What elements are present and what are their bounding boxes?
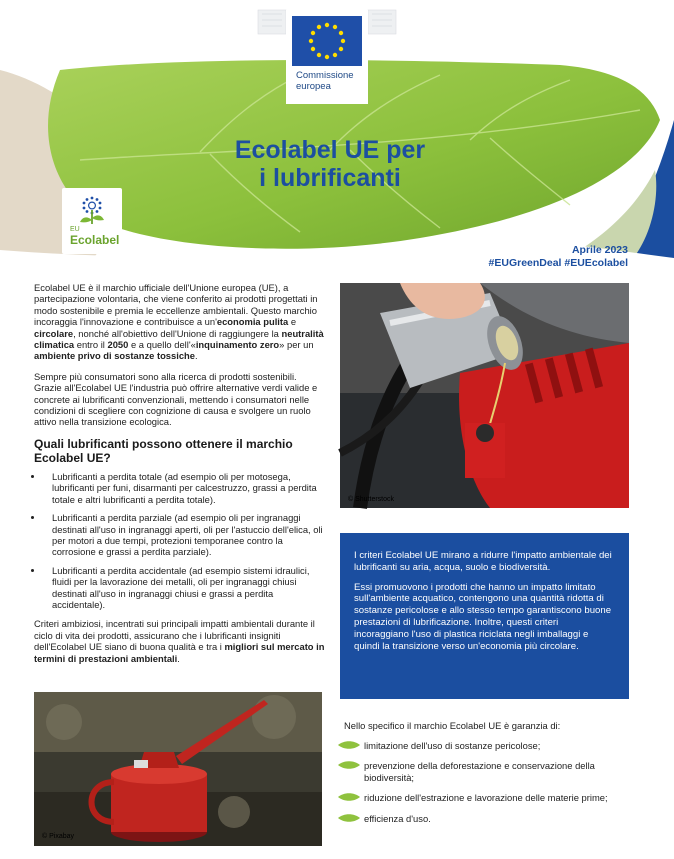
eu-flag-icon — [292, 16, 362, 66]
title-line1: Ecolabel UE per — [234, 136, 426, 164]
criteria-paragraph-1: I criteri Ecolabel UE mirano a ridurre l'impatto ambientale dei lubrificanti su aria, acqua, suolo e biodiversità. — [354, 550, 612, 573]
intro-paragraph-1: Ecolabel UE è il marchio ufficiale dell'Unione europea (UE), a partecipazione volontaria, che viene conferito ai prodotti progettati in modo sostenibile e premia le eccellenze ambientali. Questo marchio incoraggia l'innovazione e contribuisce a un'economia pulita e circolare, nonché all'obiettivo dell'Unione di raggiungere la neutralità climatica entro il 2050 e a quello dell'«inquinamento zero» per un ambiente privo di sostanze tossiche. — [34, 282, 324, 362]
list-item-text: riduzione dell'estrazione e lavorazione delle materie prime; — [364, 792, 608, 804]
title-line2: i lubrificanti — [259, 164, 401, 192]
leaf-bullet-icon — [338, 793, 360, 801]
photo-pouring-oil — [340, 283, 629, 508]
header-banner — [0, 0, 674, 269]
list-item — [338, 740, 634, 751]
intro-paragraph-2: Sempre più consumatori sono alla ricerca di prodotti sostenibili. Grazie all'Ecolabel UE l'industria può offrire alternative verdi valide e concrete ai lubrificanti convenzionali, mettendo i consumatori nelle condizioni di scegliere con cognizione di causa e svolgere un ruolo attivo nella transizione ecologica. — [34, 370, 318, 428]
guarantees-list — [338, 740, 634, 833]
ecolabel-eu-text: EU — [70, 226, 80, 233]
photo-oil-can — [34, 692, 322, 846]
photo-credit: © Pixabay — [42, 833, 75, 840]
list-item: • Lubrificanti a perdita accidentale (ad esempio sistemi idraulici, fluidi per la lavorazione dei metalli, oli per ingranaggi chiusi destinati all'uso in ingranaggi chiusi e grassi a perdita accidentale). — [44, 565, 326, 611]
hashtags: #EUGreenDeal #EUEcolabel — [488, 257, 628, 269]
photo-credit: © Shutterstock — [348, 496, 395, 503]
leaf-bullet-icon — [338, 741, 360, 749]
criteria-highlight-box — [340, 533, 629, 699]
criteria-paragraph-2: Essi promuovono i prodotti che hanno un impatto limitato sull'ambiente acquatico, contengono una quantità ridotta di sostanze pericolose e allo stesso tempo garantiscono buone prestazioni di lubrificazione. Inoltre, questi criteri incoraggiano l'uso di plastica riciclata negli imballaggi e quindi la transizione verso un'economia più circolare. — [354, 581, 612, 652]
list-item-text: limitazione dell'uso di sostanze pericolose; — [364, 740, 541, 751]
leaf-bullet-icon — [338, 761, 360, 769]
commission-name-line1: Commissione — [296, 70, 354, 81]
list-item: • Lubrificanti a perdita parziale (ad esempio oli per ingranaggi destinati all'uso in ingranaggi aperti, oli per l'astuccio dell'elica, oli per motori a due tempi, protezioni temporanee contro la corrosione e grassi a perdita parziale). — [44, 512, 326, 558]
oil-pouring-illustration — [340, 283, 629, 508]
ecolabel-wordmark: Ecolabel — [70, 233, 120, 247]
list-item-text: prevenzione della deforestazione e conservazione della biodiversità; — [364, 760, 595, 783]
list-item — [338, 813, 634, 824]
list-item-text: efficienza d'uso. — [364, 812, 431, 824]
publication-date: Aprile 2023 — [571, 244, 628, 256]
list-item — [338, 760, 634, 783]
closing-paragraph: Criteri ambiziosi, incentrati sui principali impatti ambientali durante il ciclo di vita dei prodotti, assicurano che i lubrificanti insigniti dell'Ecolabel UE siano di buona qualità e tra i migliori sul mercato in termini di prestazioni ambientali. — [34, 618, 325, 664]
leaf-bullet-icon — [338, 814, 360, 822]
list-item: • Lubrificanti a perdita totale (ad esempio oli per motosega, lubrificanti per funi, disarmanti per calcestruzzo, grassi a perdita totale e altri lubrificanti a perdita totale). — [44, 471, 326, 505]
lubricant-types-list — [34, 471, 326, 610]
eu-ecolabel-logo — [62, 188, 122, 254]
oil-can-illustration — [34, 692, 322, 846]
ecolabel-flower-icon — [62, 188, 122, 228]
section-heading: Quali lubrificanti possono ottenere il marchio Ecolabel UE? — [34, 436, 293, 465]
left-column — [34, 282, 326, 673]
commission-name — [286, 70, 368, 92]
commission-name-line2: europea — [296, 81, 331, 92]
page-title — [200, 136, 460, 192]
list-item — [338, 792, 634, 803]
guarantees-intro: Nello specifico il marchio Ecolabel UE è garanzia di: — [344, 720, 561, 731]
date-hashtags — [470, 244, 628, 270]
